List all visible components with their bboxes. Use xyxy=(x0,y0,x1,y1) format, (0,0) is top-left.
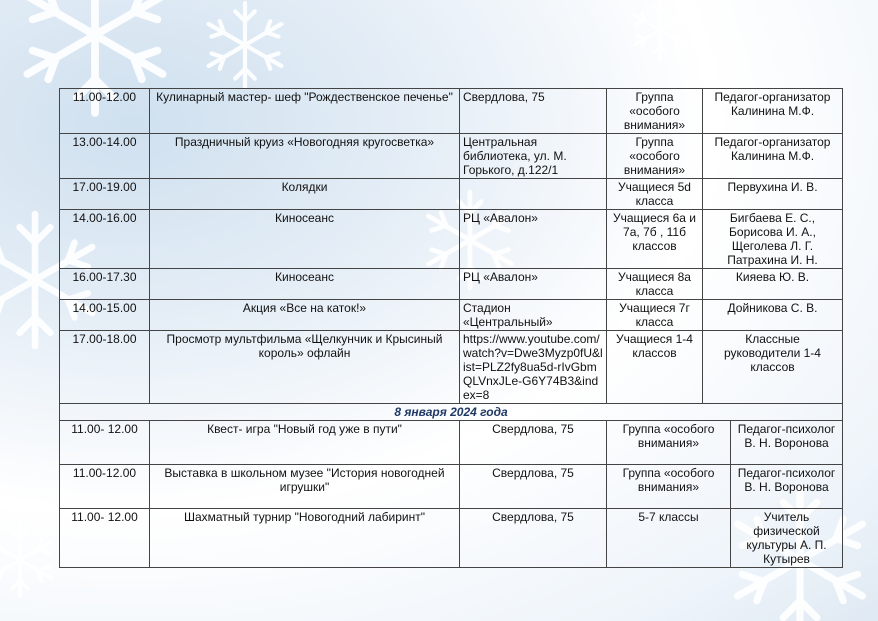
time-cell: 11.00-12.00 xyxy=(60,89,150,134)
responsible-cell: Учитель физической культуры А. П. Кутырев xyxy=(731,509,843,568)
time-cell: 11.00- 12.00 xyxy=(60,421,150,465)
event-cell: Киносеанс xyxy=(150,210,460,269)
time-cell: 11.00-12.00 xyxy=(60,465,150,509)
responsible-cell: Педагог-психолог В. Н. Воронова xyxy=(731,421,843,465)
responsible-cell: Бигбаева Е. С., Борисова И. А., Щеголева Л. Г. Патрахина И. Н. xyxy=(703,210,843,269)
time-cell: 17.00-19.00 xyxy=(60,179,150,210)
place-cell: РЦ «Авалон» xyxy=(460,269,607,300)
event-cell: Квест- игра "Новый год уже в пути" xyxy=(150,421,460,465)
time-cell: 14.00-16.00 xyxy=(60,210,150,269)
table-row xyxy=(60,179,843,210)
event-cell: Колядки xyxy=(150,179,460,210)
place-cell: Свердлова, 75 xyxy=(460,509,607,568)
place-cell: Центральная библиотека, ул. М. Горького, д.122/1 xyxy=(460,134,607,179)
event-cell: Акция «Все на каток!» xyxy=(150,300,460,331)
responsible-cell: Дойникова С. В. xyxy=(703,300,843,331)
place-cell: РЦ «Авалон» xyxy=(460,210,607,269)
place-link[interactable]: https://www.youtube.com/watch?v=Dwe3Myzp0fU&list=PLZ2fy8ua5d-rIvGbmQLVnxJLe-G6Y74B3&index=8 xyxy=(460,331,607,404)
place-cell: Свердлова, 75 xyxy=(460,89,607,134)
place-cell: Стадион «Центральный» xyxy=(460,300,607,331)
audience-cell: Учащиеся 6а и 7а, 7б , 11б классов xyxy=(607,210,703,269)
event-cell: Праздничный круиз «Новогодняя кругосветка» xyxy=(150,134,460,179)
event-cell: Киносеанс xyxy=(150,269,460,300)
schedule-table xyxy=(59,88,843,568)
snowflake-icon xyxy=(634,0,686,60)
responsible-cell: Педагог-психолог В. Н. Воронова xyxy=(731,465,843,509)
table-row xyxy=(60,509,843,568)
responsible-cell: Кияева Ю. В. xyxy=(703,269,843,300)
responsible-cell: Классные руководители 1-4 классов xyxy=(703,331,843,404)
place-cell: Свердлова, 75 xyxy=(460,421,607,465)
table-row xyxy=(60,465,843,509)
audience-cell: Группа «особого внимания» xyxy=(607,465,731,509)
table-row xyxy=(60,134,843,179)
time-cell: 16.00-17.30 xyxy=(60,269,150,300)
place-cell: Свердлова, 75 xyxy=(460,465,607,509)
section-date-heading: 8 января 2024 года xyxy=(60,404,843,421)
table-row xyxy=(60,421,843,465)
audience-cell: Учащиеся 7г класса xyxy=(607,300,703,331)
table-row xyxy=(60,269,843,300)
section-row xyxy=(60,404,843,421)
place-cell xyxy=(460,179,607,210)
audience-cell: Учащиеся 1-4 классов xyxy=(607,331,703,404)
table-row xyxy=(60,210,843,269)
time-cell: 11.00- 12.00 xyxy=(60,509,150,568)
responsible-cell: Педагог-организатор Калинина М.Ф. xyxy=(703,89,843,134)
event-cell: Просмотр мультфильма «Щелкунчик и Крысиный король» офлайн xyxy=(150,331,460,404)
time-cell: 13.00-14.00 xyxy=(60,134,150,179)
audience-cell: Группа «особого внимания» xyxy=(607,134,703,179)
audience-cell: Учащиеся 8а класса xyxy=(607,269,703,300)
event-cell: Выставка в школьном музее "История новогодней игрушки" xyxy=(150,465,460,509)
audience-cell: Группа «особого внимания» xyxy=(607,89,703,134)
snowflake-icon xyxy=(209,3,282,87)
audience-cell: Группа «особого внимания» xyxy=(607,421,731,465)
event-cell: Шахматный турнир "Новогодний лабиринт" xyxy=(150,509,460,568)
responsible-cell: Педагог-организатор Калинина М.Ф. xyxy=(703,134,843,179)
time-cell: 17.00-18.00 xyxy=(60,331,150,404)
table-row xyxy=(60,331,843,404)
table-row xyxy=(60,300,843,331)
audience-cell: 5-7 классы xyxy=(607,509,731,568)
audience-cell: Учащиеся 5d класса xyxy=(607,179,703,210)
table-row xyxy=(60,89,843,134)
responsible-cell: Первухина И. В. xyxy=(703,179,843,210)
snowflake-icon xyxy=(0,524,51,596)
time-cell: 14.00-15.00 xyxy=(60,300,150,331)
event-cell: Кулинарный мастер- шеф "Рождественское печенье" xyxy=(150,89,460,134)
